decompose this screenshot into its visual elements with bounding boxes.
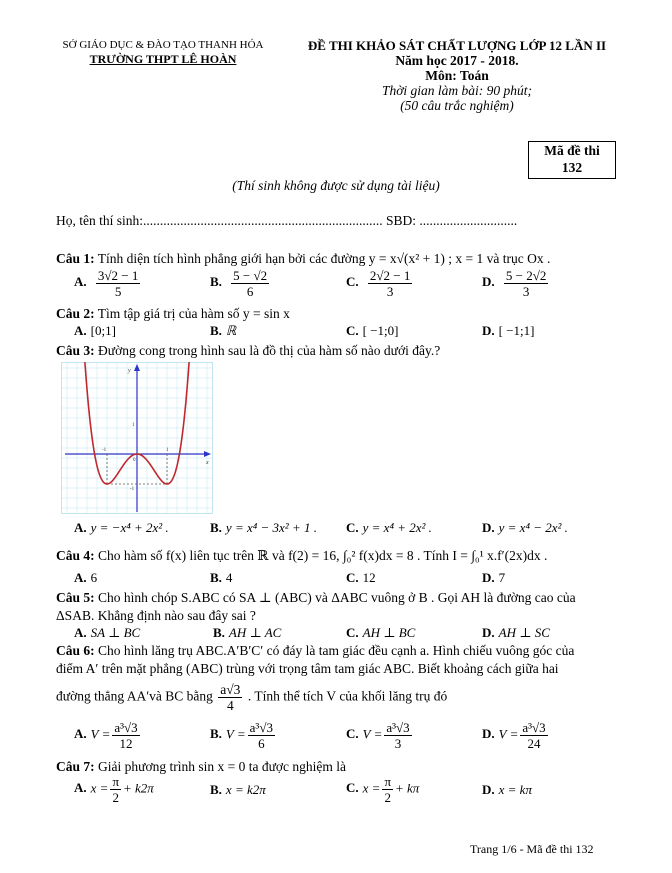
option-prefix: V =	[498, 726, 519, 742]
fraction	[504, 268, 548, 299]
option-letter: D.	[482, 323, 495, 338]
option-text: [ −1;0]	[362, 323, 399, 338]
option-letter: A.	[74, 726, 87, 742]
option-letter: C.	[346, 323, 359, 338]
option-text: x = k2π	[225, 782, 266, 797]
denominator: 4	[226, 698, 234, 713]
fraction	[368, 268, 412, 299]
numerator: a³√3	[114, 720, 138, 735]
tick-label: 1	[166, 448, 169, 453]
q2-option-c[interactable]	[346, 323, 399, 339]
option-text: 12	[362, 570, 376, 585]
option-text: y = x⁴ + 2x² .	[362, 520, 432, 535]
question-label: Câu 1:	[56, 251, 95, 266]
q7-option-d[interactable]	[482, 782, 532, 798]
numerator: a³√3	[522, 720, 546, 735]
tick-label: 1	[132, 423, 135, 428]
denominator: 2	[112, 790, 119, 805]
y-axis-label: y	[128, 368, 131, 374]
y-axis-arrow	[134, 364, 140, 371]
exam-code-label: Mã đề thi	[544, 143, 600, 158]
option-letter: C.	[346, 520, 359, 535]
tick-label: -1	[130, 487, 135, 492]
option-text: x = kπ	[498, 782, 532, 797]
x-axis-label: x	[206, 460, 209, 466]
question-label: Câu 7:	[56, 759, 95, 774]
question-text: Cho hình lăng trụ ABC.A′B′C′ có đáy là tam giác đều cạnh a. Hình chiếu vuông góc của	[98, 643, 575, 658]
numerator: 3√2 − 1	[97, 268, 139, 283]
fraction	[384, 720, 411, 751]
q1-option-d[interactable]	[482, 268, 550, 299]
question-text: Tìm tập giá trị của hàm số y = sin x	[97, 306, 290, 321]
denominator: 6	[258, 736, 265, 751]
option-text: AH ⊥ BC	[362, 625, 416, 640]
q2-option-d[interactable]	[482, 323, 535, 339]
exam-note: (Thí sinh không được sử dụng tài liệu)	[232, 178, 440, 193]
page-footer: Trang 1/6 - Mã đề thi 132	[470, 842, 594, 856]
option-letter: A.	[74, 520, 87, 535]
option-suffix: + k2π	[123, 780, 154, 796]
question-text: Cho hình chóp S.ABC có SA ⊥ (ABC) và ΔABC vuông ở B . Gọi AH là đường cao của	[98, 590, 576, 605]
question-label: Câu 5:	[56, 590, 95, 605]
subject: Môn: Toán	[425, 68, 489, 83]
q4-option-b[interactable]	[210, 570, 232, 586]
option-text: [ −1;1]	[498, 323, 535, 338]
question-text: Tính diện tích hình phẳng giới hạn bởi các đường y = x√(x² + 1) ; x = 1 và trục Ox .	[97, 251, 551, 266]
denominator: 12	[119, 736, 133, 751]
q4-option-c[interactable]	[346, 570, 376, 586]
school-name: TRƯỜNG THPT LÊ HOÀN	[89, 52, 237, 66]
option-letter: C.	[346, 570, 359, 585]
option-prefix: V =	[90, 726, 111, 742]
option-letter: B.	[210, 520, 222, 535]
option-text: SA ⊥ BC	[90, 625, 141, 640]
question-text: Đường cong trong hình sau là đồ thị của hàm số nào dưới đây.?	[98, 343, 441, 358]
exam-format: (50 câu trắc nghiệm)	[400, 98, 514, 113]
option-text: 6	[90, 570, 98, 585]
numerator: π	[112, 774, 120, 789]
question-7	[56, 758, 346, 775]
option-prefix: V =	[362, 726, 383, 742]
option-text: AH ⊥ AC	[228, 625, 282, 640]
option-letter: D.	[482, 274, 495, 290]
option-letter: B.	[210, 726, 222, 742]
question-6-line2: điểm A′ trên mặt phẳng (ABC) trùng với trọng tâm tam giác ABC. Biết khoảng cách giữa hai	[56, 661, 559, 676]
option-suffix: + kπ	[395, 780, 420, 796]
numerator: 5 − √2	[233, 268, 268, 283]
q4-option-d[interactable]	[482, 570, 505, 586]
option-letter: D.	[482, 782, 495, 797]
x-axis-arrow	[204, 451, 211, 457]
q3-option-c[interactable]	[346, 520, 432, 536]
q7-option-c[interactable]	[346, 774, 419, 805]
option-text: 4	[225, 570, 233, 585]
question-6	[56, 642, 574, 659]
numerator: a√3	[220, 682, 241, 697]
option-letter: C.	[346, 780, 359, 796]
q6-option-a[interactable]	[74, 720, 142, 751]
school-year: Năm học 2017 - 2018.	[395, 53, 519, 68]
option-text: y = x⁴ − 2x² .	[498, 520, 568, 535]
fraction	[248, 720, 275, 751]
question-5-line2: ΔSAB. Khẳng định nào sau đây sai ?	[56, 608, 256, 623]
fraction	[110, 774, 121, 805]
question-label: Câu 3:	[56, 343, 95, 358]
question-5	[56, 589, 576, 606]
q3-option-a[interactable]	[74, 520, 169, 536]
q1-option-b[interactable]	[210, 268, 271, 299]
option-text: y = −x⁴ + 2x² .	[90, 520, 169, 535]
student-info-line: Họ, tên thí sinh:....................................................................... SBD: .............................	[56, 213, 518, 228]
fraction	[218, 682, 242, 713]
q3-option-d[interactable]	[482, 520, 568, 536]
q3-option-b[interactable]	[210, 520, 317, 536]
fraction	[382, 774, 393, 805]
option-letter: B.	[210, 323, 222, 338]
denominator: 3	[522, 284, 530, 299]
exam-code-box	[528, 141, 616, 179]
option-letter: D.	[482, 625, 495, 640]
option-text: 7	[498, 570, 506, 585]
denominator: 3	[394, 736, 402, 751]
option-letter: D.	[482, 570, 495, 585]
option-letter: A.	[74, 780, 87, 796]
question-text: Cho hàm số f(x) liên tục trên ℝ và f(2) = 16, ∫₀² f(x)dx = 8 . Tính I = ∫₀¹ x.f′(2x)dx .	[98, 548, 548, 563]
option-text: [0;1]	[90, 323, 116, 338]
option-prefix: x =	[90, 780, 109, 796]
option-letter: A.	[74, 274, 87, 290]
numerator: a³√3	[249, 720, 273, 735]
department-name: SỞ GIÁO DỤC & ĐÀO TẠO THANH HÓA	[62, 39, 264, 51]
q1-option-a[interactable]	[74, 268, 142, 299]
option-letter: D.	[482, 726, 495, 742]
q7-option-a[interactable]	[74, 774, 154, 805]
numerator: a³√3	[386, 720, 410, 735]
denominator: 6	[246, 284, 254, 299]
q5-option-b[interactable]	[213, 625, 281, 641]
option-letter: A.	[74, 323, 87, 338]
option-letter: B.	[210, 782, 222, 797]
denominator: 2	[384, 790, 391, 805]
question-4	[56, 547, 547, 564]
option-letter: C.	[346, 726, 359, 742]
question-label: Câu 4:	[56, 548, 95, 563]
option-text: AH ⊥ SC	[498, 625, 550, 640]
exam-time: Thời gian làm bài: 90 phút;	[381, 83, 533, 98]
tick-label: -1	[102, 448, 107, 453]
exam-title: ĐỀ THI KHẢO SÁT CHẤT LƯỢNG LỚP 12 LẦN II	[307, 38, 607, 53]
question-label: Câu 2:	[56, 306, 95, 321]
fraction	[96, 268, 140, 299]
numerator: 5 − 2√2	[505, 268, 547, 283]
option-letter: C.	[346, 625, 359, 640]
q6-option-d[interactable]	[482, 720, 550, 751]
q5-option-d[interactable]	[482, 625, 550, 641]
option-letter: B.	[210, 570, 222, 585]
denominator: 5	[114, 284, 122, 299]
exam-code-value: 132	[561, 160, 583, 175]
numerator: 2√2 − 1	[369, 268, 411, 283]
question-text: đường thẳng AA′và BC bằng	[56, 688, 213, 704]
option-prefix: x =	[362, 780, 381, 796]
option-text: ℝ	[225, 323, 237, 338]
option-prefix: V =	[225, 726, 246, 742]
denominator: 3	[386, 284, 394, 299]
question-3	[56, 342, 440, 359]
question-2	[56, 305, 290, 322]
q5-option-a[interactable]	[74, 625, 140, 641]
question-text: Giải phương trình sin x = 0 ta được nghiệm là	[98, 759, 347, 774]
fraction	[520, 720, 547, 751]
question-label: Câu 6:	[56, 643, 95, 658]
option-letter: A.	[74, 625, 87, 640]
denominator: 24	[527, 736, 541, 751]
q6-option-c[interactable]	[346, 720, 414, 751]
q1-option-c[interactable]	[346, 268, 414, 299]
option-letter: B.	[213, 625, 225, 640]
option-letter: D.	[482, 520, 495, 535]
header-left	[48, 38, 278, 66]
option-letter: B.	[210, 274, 222, 290]
q7-option-b[interactable]	[210, 782, 266, 798]
option-letter: C.	[346, 274, 359, 290]
option-text: y = x⁴ − 3x² + 1 .	[225, 520, 317, 535]
fraction	[231, 268, 269, 299]
header-right	[292, 38, 622, 113]
tick-label: 0	[133, 458, 136, 463]
option-letter: A.	[74, 570, 87, 585]
q2-option-a[interactable]	[74, 323, 116, 339]
q6-option-b[interactable]	[210, 720, 277, 751]
question-1	[56, 250, 550, 267]
numerator: π	[384, 774, 392, 789]
fraction	[112, 720, 139, 751]
question-6-line3	[56, 682, 447, 713]
q2-option-b[interactable]	[210, 323, 236, 339]
question-text: . Tính thể tích V của khối lăng trụ đó	[247, 688, 448, 704]
function-graph	[61, 362, 213, 514]
q4-option-a[interactable]	[74, 570, 97, 586]
q5-option-c[interactable]	[346, 625, 415, 641]
